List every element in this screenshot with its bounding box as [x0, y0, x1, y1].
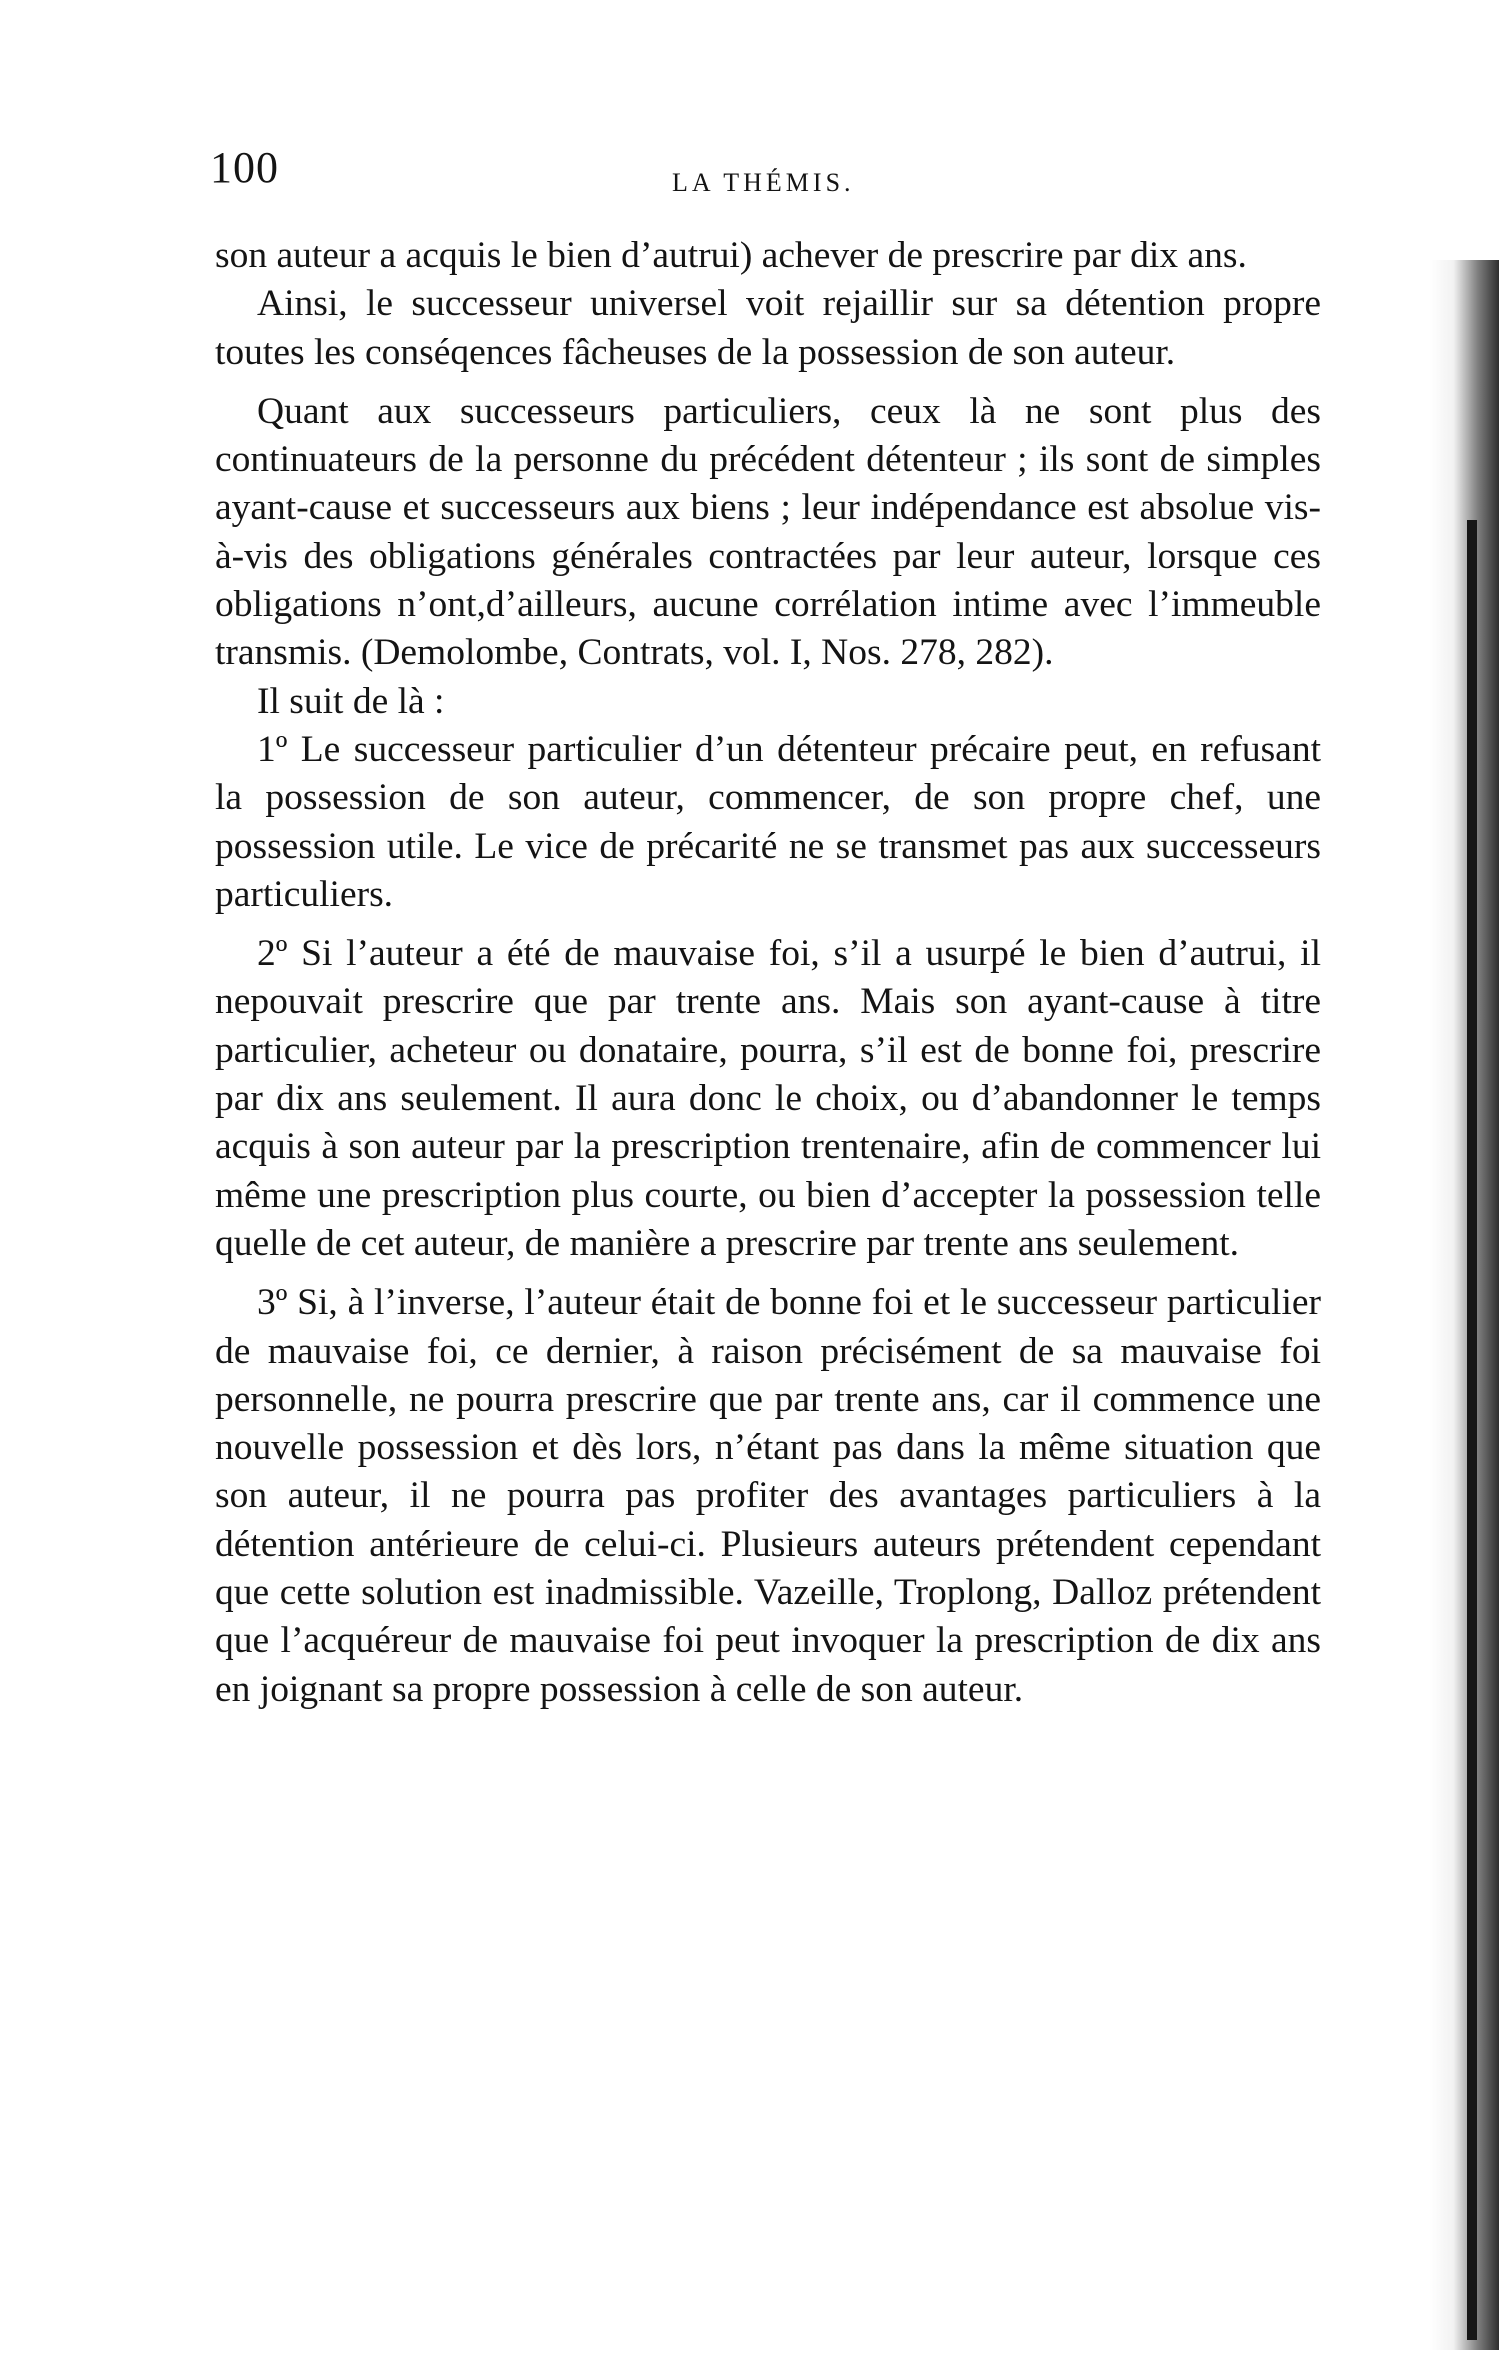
paragraph-continuation: son auteur a acquis le bien d’autrui) achever de prescrire par dix ans. — [215, 235, 1247, 276]
paragraph-consequence-intro: Il suit de là : — [257, 680, 445, 722]
scan-shadow-edge — [1429, 260, 1499, 2350]
paragraph-point-3: 3º Si, à l’inverse, l’auteur était de bonne foi et le successeur particulier de mauvaise foi, ce dernier, à raison précisément de sa mauvaise foi personnelle, ne pourra prescrire que par trente ans, car il commence une nouvelle possession et dès lors, n’étant pas dans la même situation que son auteur, il ne pourra pas profiter des avantages particuliers à la détention antérieure de celui-ci. Plusieurs auteurs prétendent cependant que cette solution est inadmissible. Vazeille, Troplong, Dalloz prétendent que l’acquéreur de mauvaise foi peut invoquer la prescription de dix ans en joignant sa propre possession à celle de son auteur. — [215, 1282, 1321, 1710]
running-head — [210, 142, 1320, 202]
paragraph-point-1: 1º Le successeur particulier d’un détenteur précaire peut, en refusant la possession de son auteur, commencer, de son propre chef, une possession utile. Le vice de précarité ne se transmet pas aux successeurs particuliers. — [215, 728, 1321, 915]
journal-title: LA THÉMIS. — [672, 168, 855, 197]
scan-binding-line — [1467, 520, 1477, 2340]
page-number: 100 — [210, 143, 279, 192]
body-text — [215, 232, 1321, 1714]
paragraph-point-2: 2º Si l’auteur a été de mauvaise foi, s’il a usurpé le bien d’autrui, il nepouvait prescrire que par trente ans. Mais son ayant-cause à titre particulier, acheteur ou donataire, pourra, s’il est de bonne foi, prescrire par dix ans seulement. Il aura donc le choix, ou d’abandonner le temps acquis à son auteur par la prescription trentenaire, afin de commencer lui même une prescription plus courte, ou bien d’accepter la possession telle quelle de cet auteur, de manière a prescrire par trente ans seulement. — [215, 933, 1321, 1264]
paragraph-particular-successors: Quant aux successeurs particuliers, ceux là ne sont plus des continuateurs de la personne du précédent détenteur ; ils sont de simples ayant-cause et successeurs aux biens ; leur indépendance est absolue vis-à-vis des obligations générales contractées par leur auteur, lorsque ces obligations n’ont,d’ailleurs, aucune corrélation intime avec l’immeuble transmis. (Demolombe, Contrats, vol. I, Nos. 278, 282). — [215, 390, 1321, 674]
paragraph-universal-successor: Ainsi, le successeur universel voit rejaillir sur sa détention propre toutes les conséqences fâcheuses de la possession de son auteur. — [215, 283, 1321, 373]
